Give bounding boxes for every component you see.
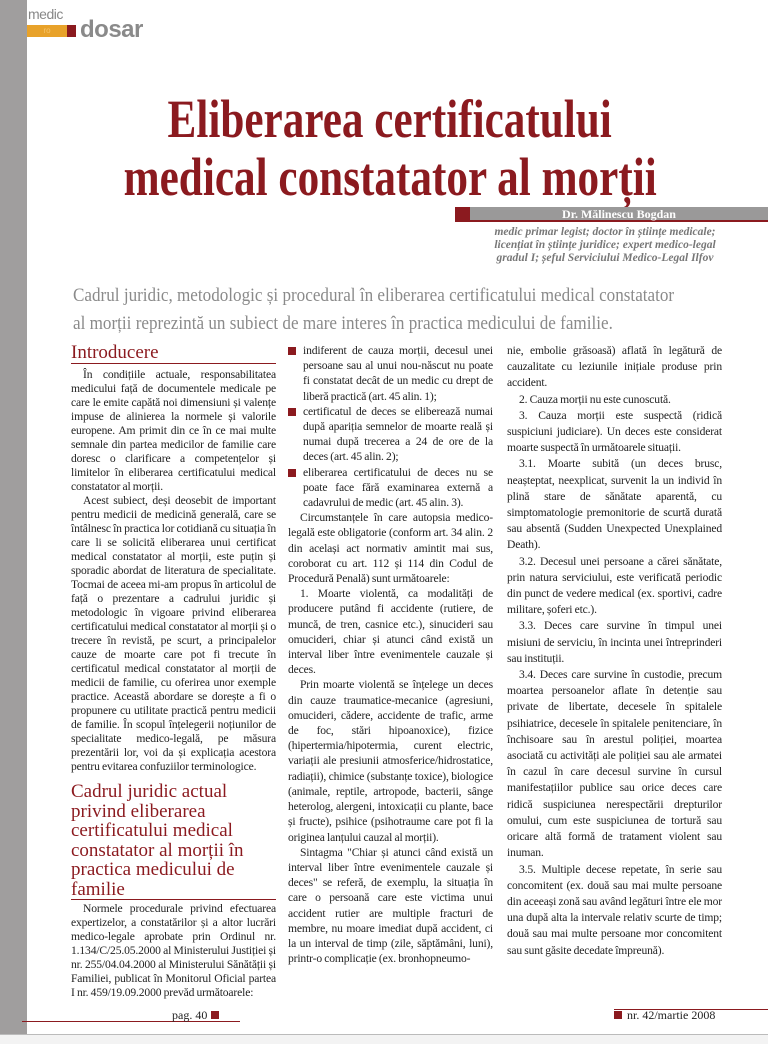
column-3 — [507, 343, 722, 959]
paragraph: Sintagma "Chiar și atunci când există un interval liber între evenimentele cauzale și deces" se referă, de exemplu, la situația în care o persoană care este victima unui accident rutier are multiple fracturi de membre, nu moare imediat după accident, ci la un interval de timp (zile, săptămâni, luni), printr-o complicație (ex. bronhopneumo- — [288, 845, 493, 966]
article-title-line1: Eliberarea certificatului — [167, 89, 613, 149]
paragraph: 2. Cauza morții nu este cunoscută. — [519, 392, 671, 406]
bullet-item: eliberarea certificatului de deces nu se poate face fără examinarea externă a cadavrului de medic (art. 45 alin. 3). — [288, 465, 493, 511]
author-description — [470, 226, 740, 265]
paragraph: Prin moarte violentă se înțelege un deces din cauze traumatice-mecanice (agresiuni, omucideri, cădere, accidente de trafic, arme de foc, stări hipoanoxice), fizice (hipertermia/hipotermia, curent electric, variații ale presiunii atmosferice/hidrostatice, radiații), chimice (substanțe toxice), biologice (animale, reptile, artropode, bacterii, sânge heterolog, alergeni, intoxicații cu plante, bace și fructe), psihice (psihotraume care pot fi la originea lanțului cauzal al morții). — [288, 678, 493, 844]
section-marker — [67, 25, 76, 37]
author-desc-line: gradul I; șeful Serviciului Medico-Legal Ilfov — [496, 252, 714, 264]
paragraph: nie, embolie grăsoasă) aflată în legătură de cauzalitate cu leziunile inițiale produse prin accident. — [507, 344, 722, 390]
lead-paragraph — [73, 282, 733, 338]
paragraph: Normele procedurale privind efectuarea expertizelor, a constatărilor și a altor lucrări medico-legale aprobate prin Ordinul nr. 1.134/C/25.05.2000 al Ministerului Justiției și nr. 255/04.04.2000 al Ministerului Sănătății și Familiei, publicat în Monitorul Oficial partea I nr. 459/19.09.2000 prevăd următoarele: — [71, 902, 276, 999]
footer-marker — [211, 1011, 219, 1019]
section-tag: ro — [27, 25, 67, 37]
footer-marker — [614, 1011, 622, 1019]
paragraph: Circumstanțele în care autopsia medico-legală este obligatorie (conform art. 34 alin. 2 din același act normativ amintit mai sus, coroborat cu art. 112 și 114 din Codul de Procedură Penală) sunt următoarele: — [288, 511, 493, 586]
lead-line: Cadrul juridic, metodologic și procedural în eliberarea certificatului medical constatator — [73, 285, 675, 306]
paragraph: 3.3. Deces care survine în timpul unei misiuni de serviciu, în incinta unei întreprinderi sau instituții. — [507, 619, 722, 665]
column-2 — [288, 343, 493, 966]
page-footer — [0, 1006, 768, 1026]
paragraph: În condițiile actuale, responsabilitatea medicului față de documentele medicale pe care le emite capătă noi dimensiuni și valențe impuse de alinierea la normele și valorile europene. Am primit din ce în ce mai multe semnale din partea medicilor de familie care doresc o clarificare a competențelor și limitelor în eliberarea certificatului medical constatator al morții. — [71, 368, 276, 493]
left-margin-bar — [0, 0, 27, 1034]
paragraph: 3.2. Decesul unei persoane a cărei sănătate, prin natura serviciului, este verificată periodic din punct de vedere medical (ex. sportivi, cadre militare, șoferi etc.). — [507, 554, 722, 617]
paragraph: 3.5. Multiple decese repetate, în serie sau concomitent (ex. două sau mai multe persoane din aceeași zonă sau având legături între ele mor una după alta la intervale relativ scurte de timp; două sau mai multe persoane mor concomitent sau sunt găsite decedate împreună). — [507, 862, 722, 957]
bullet-item: indiferent de cauza morții, decesul unei persoane sau al unui nou-născut nu poate fi constatat decât de un medic cu drept de liberă practică (art. 45 alin. 1); — [288, 343, 493, 404]
heading-introducere: Introducere — [71, 343, 276, 364]
article-title-line2: medical constatator al morții — [123, 147, 657, 207]
paragraph: 3.1. Moarte subită (un deces brusc, neașteptat, neexplicat, survenit la un individ în plină stare de sănătate aparentă, cu simptomatologie premonitorie de scurtă durată sau absentă (Sudden Unexpected Unexplained Death). — [507, 457, 722, 552]
section-label-small: medic — [28, 6, 63, 22]
page-edge — [0, 1034, 768, 1044]
column-1 — [71, 343, 276, 1000]
paragraph: 3. Cauza morții este suspectă (ridică suspiciuni judiciare). Un deces este considerat moarte suspectă în următoarele situații. — [507, 408, 722, 455]
heading-legal-framework: Cadrul juridic actual privind eliberarea certificatului medical constatator al morții în practica medicului de familie — [71, 782, 276, 900]
author-desc-line: licențiat în științe juridice; expert medico-legal — [494, 239, 716, 251]
author-desc-line: medic primar legist; doctor în științe medicale; — [494, 226, 716, 238]
section-label: dosar — [80, 16, 143, 43]
lead-line: al morții reprezintă un subiect de mare interes în practica medicului de familie. — [73, 313, 613, 334]
paragraph: 1. Moarte violentă, ca modalități de producere putând fi accidente (rutiere, de muncă, de tren, casnice etc.), sinucideri sau omucideri, chiar și atunci când există un interval liber între evenimentele cauzale și deces. — [288, 587, 493, 677]
bullet-item: certificatul de deces se eliberează numai după apariția semnelor de moarte reală și numai după trecerea a 24 de ore de la deces (art. 45 alin. 2); — [288, 404, 493, 465]
author-name: Dr. Mălinescu Bogdan — [562, 207, 676, 221]
paragraph: Acest subiect, deși deosebit de important pentru medicii de medicină generală, care se întâlnesc în practica lor cotidiană cu situația în care li se solicită eliberarea unui certificat medical constatator al morții, este puțin și sporadic abordat de literatura de specialitate. Tocmai de aceea mi-am propus în articolul de față o prezentare a cadrului juridic și metodologic în vigoare privind eliberarea certificatului medical constatator al morții și o trecere în revistă, pe scurt, a principalelor cauze de moarte care pot fi trecute în certificatul medical constatator al morții de medicii de familie, cu oferirea unor exemple practice. Această abordare se dorește a fi o propunere cu utilitate practică pentru medicii de familie. În scopul înțelegerii noțiunilor de specialitate medico-legală, pe măsura prezentării lor, voi da și explicația acestora pentru evitarea confuziilor terminologice. — [71, 494, 277, 773]
issue-label: nr. 42/martie 2008 — [627, 1008, 716, 1022]
page-number: pag. 40 — [172, 1008, 208, 1022]
paragraph: 3.4. Deces care survine în custodie, precum moartea persoanelor aflate în detenție sau private de libertate, decesele în spitalele psihiatrice, decesele în spitalele penitenciare, în închisoare sau în arestul poliției, moartea asociată cu activități ale poliției sau ale armatei în cazul în care decesul survine în cursul manifestațiilor publice sau orice deces care ridică suspiciunea nerespectării drepturilor omului, cum este suspiciunea de tortură sau oricare altă formă de tratament violent sau inuman. — [507, 668, 722, 860]
